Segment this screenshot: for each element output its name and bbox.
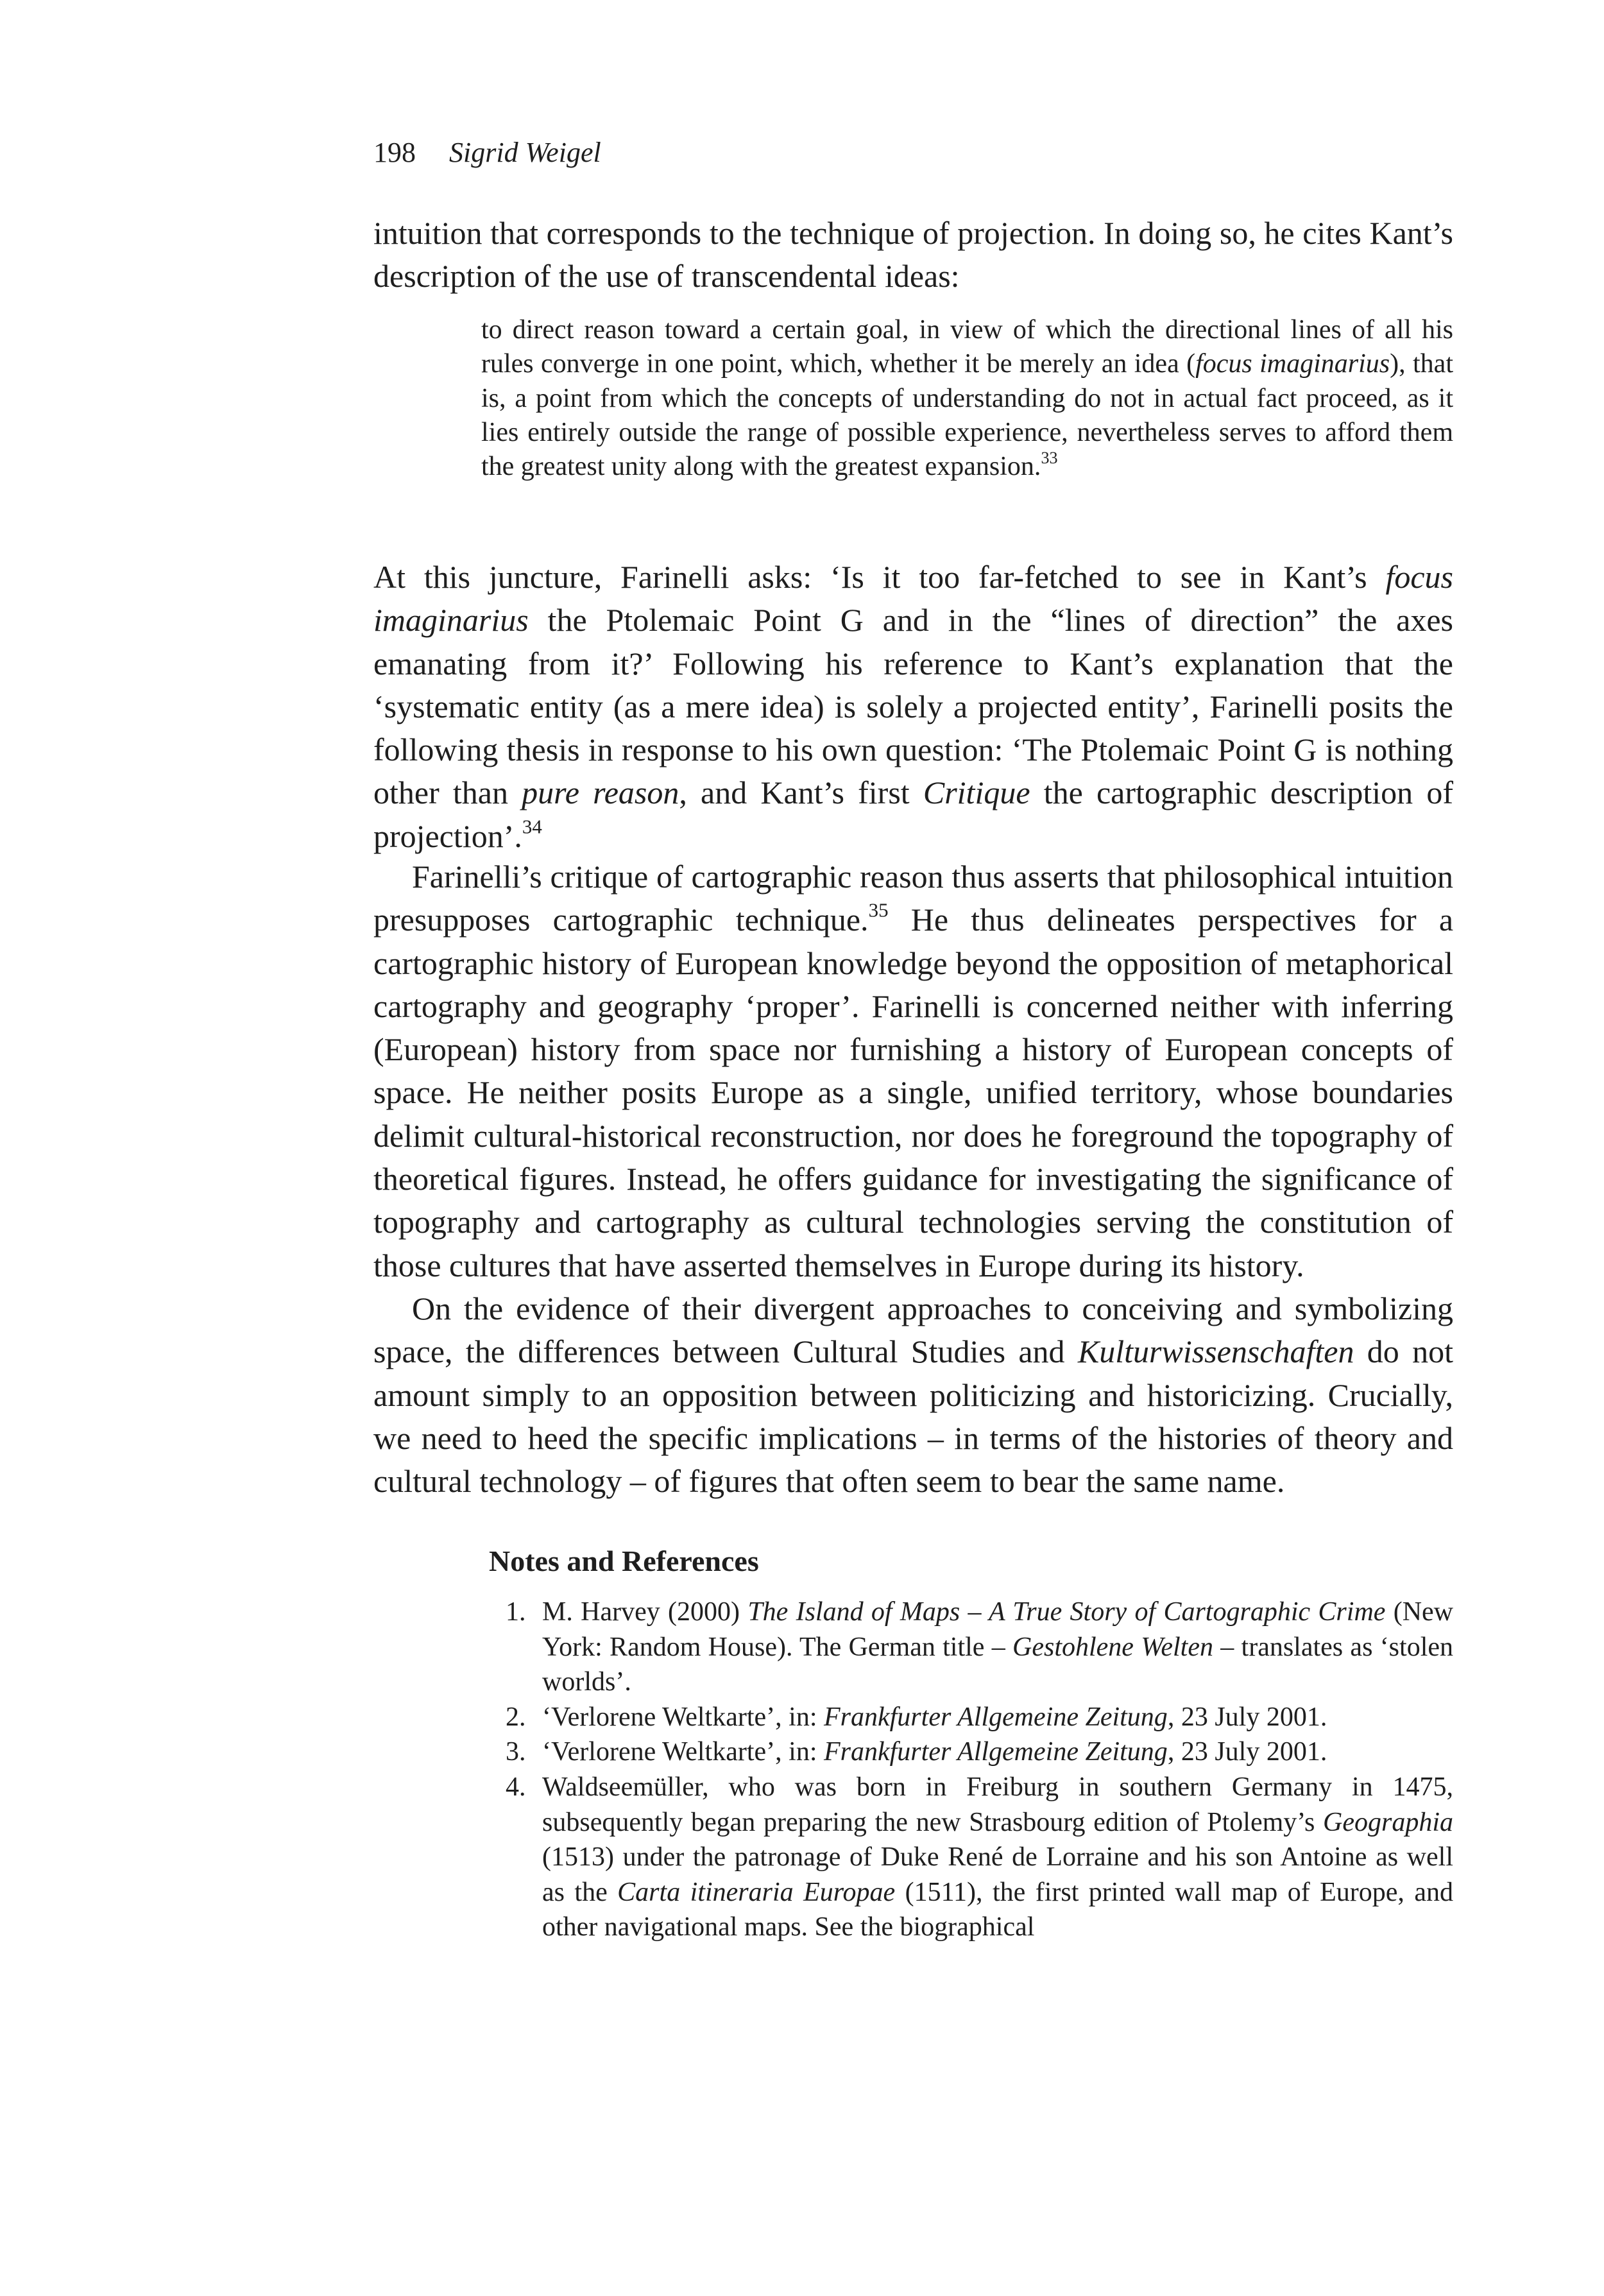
quote-italic-term: focus imaginarius	[1195, 349, 1390, 379]
note-item: 4. Waldseemüller, who was born in Freiburg in southern Germany in 1475, subsequently began preparing the new Strasbourg edition of Ptolemy’s Geographia (1513) under the patronage of Duke René de Lorraine and his son Antoine as well as the Carta itineraria Europae (1511), the first printed wall map of Europe, and other navigational maps. See the biographical	[489, 1770, 1453, 1945]
page-number: 198	[373, 137, 416, 168]
note-number: 2.	[506, 1702, 526, 1732]
paragraph-cultural-studies: On the evidence of their divergent approaches to conceiving and symbolizing space, the differences between Cultural Studies and Kulturwissenschaften do not amount simply to an opposition between politicizing and historicizing. Crucially, we need to heed the specific implications – in terms of the histories of theory and cultural technology – of figures that often seem to bear the same name.	[373, 1290, 1453, 1500]
notes-heading: Notes and References	[489, 1545, 759, 1577]
note-item: 3. ‘Verlorene Weltkarte’, in: Frankfurter Allgemeine Zeitung, 23 July 2001.	[489, 1735, 1453, 1770]
paragraph-intro: intuition that corresponds to the technique of projection. In doing so, he cites Kant’s description of the use of transcendental ideas:	[373, 215, 1453, 295]
quote-paragraph: to direct reason toward a certain goal, in view of which the directional lines of all his rules converge in one point, which, whether it be merely an idea (focus imaginarius), that is, a point from which the concepts of understanding do not in actual fact proceed, as it lies entirely outside the range of possible experience, nevertheless serves to afford them the greatest unity along with the greatest expansion.$^{33}$	[481, 315, 1453, 482]
note-number: 3.	[506, 1737, 526, 1767]
footnote-ref-33: 33	[1041, 448, 1058, 467]
paragraph-cartographic-reason: Farinelli’s critique of cartographic reason thus asserts that philosophical intuition presupposes cartographic technique.$^{35}$ He thus delineates perspectives for a cartographic history of European knowledge beyond the opposition of metaphorical cartography and geography ‘proper’. Farinelli is concerned neither with inferring (European) history from space nor furnishing a history of European concepts of space. He neither posits Europe as a single, unified territory, whose boundaries delimit cultural-historical reconstruction, nor does he foreground the topography of theoretical figures. Instead, he offers guidance for investigating the significance of topography and cartography as cultural technologies serving the constitution of those cultures that have asserted themselves in Europe during its history.	[373, 859, 1454, 1283]
note-number: 1.	[506, 1597, 526, 1627]
notes-list	[489, 1595, 1453, 1945]
note-item: 1. M. Harvey (2000) The Island of Maps – A True Story of Cartographic Crime (New York: Random House). The German title – Gestohlene Welten – translates as ‘stolen worlds’.	[489, 1595, 1453, 1700]
body-block-intro	[373, 212, 1453, 298]
footnote-ref-35: 35	[868, 898, 889, 921]
body-block-farinelli-question	[373, 556, 1453, 858]
footnote-ref-34: 34	[522, 815, 542, 838]
running-head-author: Sigrid Weigel	[449, 137, 601, 168]
running-header	[373, 133, 601, 172]
paragraph-farinelli-question: At this juncture, Farinelli asks: ‘Is it too far-fetched to see in Kant’s focus imaginarius the Ptolemaic Point G and in the “lines of direction” the axes emanating from it?’ Following his reference to Kant’s explanation that the ‘systematic entity (as a mere idea) is solely a projected entity’, Farinelli posits the following thesis in response to his own question: ‘The Ptolemaic Point G is nothing other than pure reason, and Kant’s first Critique the cartographic description of projection’.$^{34}$	[373, 559, 1453, 854]
note-item: 2. ‘Verlorene Weltkarte’, in: Frankfurter Allgemeine Zeitung, 23 July 2001.	[489, 1700, 1453, 1735]
block-quote-kant	[481, 313, 1453, 484]
note-number: 4.	[506, 1772, 526, 1802]
body-block-main	[373, 855, 1453, 1503]
